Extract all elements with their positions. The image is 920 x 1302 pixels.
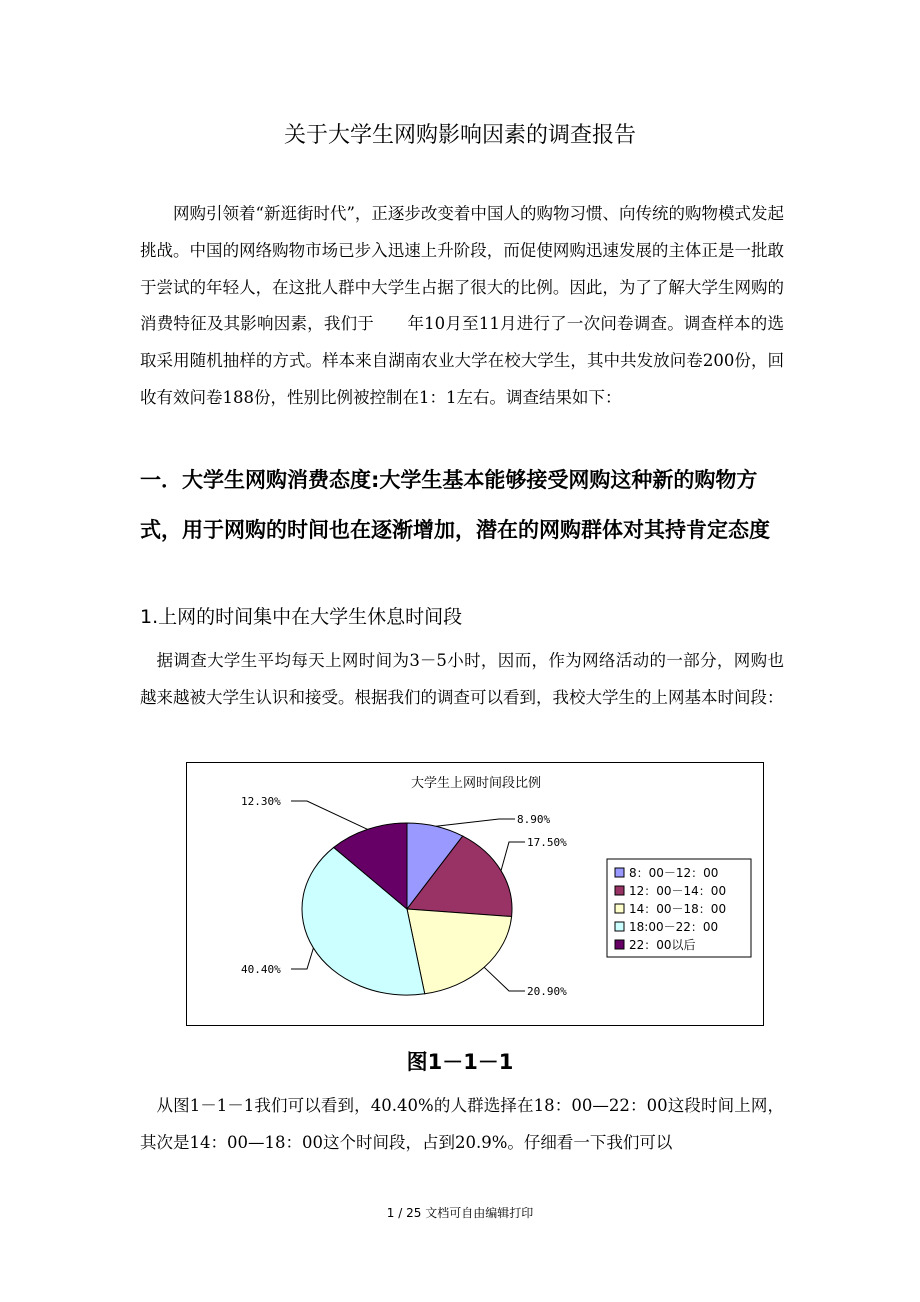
figure-caption: 图1－1－1	[406, 1050, 514, 1074]
pie-chart-canvas	[187, 763, 765, 1027]
pie-chart	[186, 762, 764, 1026]
legend-label-14-18: 14：00－18：00	[629, 902, 727, 916]
legend-swatch-14-18	[615, 904, 624, 913]
legend-swatch-22-later	[615, 940, 624, 949]
legend-swatch-12-14	[615, 886, 624, 895]
legend-label-12-14: 12：00－14：00	[629, 884, 727, 898]
data-label-14-18: 20.90%	[527, 985, 567, 998]
subsection-heading: 1.上网的时间集中在大学生休息时间段	[140, 606, 463, 628]
leader-line-12-14	[501, 842, 525, 871]
leader-line-22-later	[291, 801, 367, 829]
intro-paragraph: 网购引领着“新逛街时代”，正逐步改变着中国人的购物习惯、向传统的购物模式发起挑战。中国的网络购物市场已步入迅速上升阶段，而促使网购迅速发展的主体正是一批敢于尝试的年轻人，在这批人群中大学生占据了很大的比例。因此，为了了解大学生网购的消费特征及其影响因素，我们于 年10月至11月进行了一次问卷调查。调查样本的选取采用随机抽样的方式。样本来自湖南农业大学在校大学生，其中共发放问卷200份，回收有效问卷188份，性别比例被控制在1：1左右。调查结果如下：	[140, 204, 784, 407]
legend-label-8-12: 8：00－12：00	[629, 866, 719, 880]
legend-label-18-22: 18:00－22：00	[629, 920, 719, 934]
document-title: 关于大学生网购影响因素的调查报告	[283, 123, 636, 148]
legend-swatch-18-22	[615, 922, 624, 931]
legend-swatch-8-12	[615, 868, 624, 877]
pie-slice-14-18	[407, 909, 512, 994]
leader-line-18-22	[291, 948, 313, 969]
data-label-8-12: 8.90%	[517, 813, 551, 826]
chart-title: 大学生上网时间段比例	[410, 776, 542, 791]
subsection-paragraph: 据调查大学生平均每天上网时间为3－5小时，因而，作为网络活动的一部分，网购也越来越被大学生认识和接受。根据我们的调查可以看到，我校大学生的上网基本时间段：	[140, 651, 784, 707]
data-label-18-22: 40.40%	[241, 963, 281, 976]
section-heading: 一．大学生网购消费态度:大学生基本能够接受网购这种新的购物方式，用于网购的时间也在逐渐增加，潜在的网购群体对其持肯定态度	[140, 468, 770, 542]
legend-label-22-later: 22：00以后	[629, 938, 696, 952]
data-label-12-14: 17.50%	[527, 836, 567, 849]
leader-line-8-12	[436, 819, 515, 826]
analysis-paragraph: 从图1－1－1我们可以看到，40.40%的人群选择在18：00—22：00这段时间上网，其次是14：00—18：00这个时间段，占到20.9%。仔细看一下我们可以	[140, 1096, 784, 1152]
data-label-22-later: 12.30%	[241, 795, 281, 808]
leader-line-14-18	[484, 967, 525, 991]
page-footer: 1 / 25 文档可自由编辑打印	[386, 1206, 534, 1220]
